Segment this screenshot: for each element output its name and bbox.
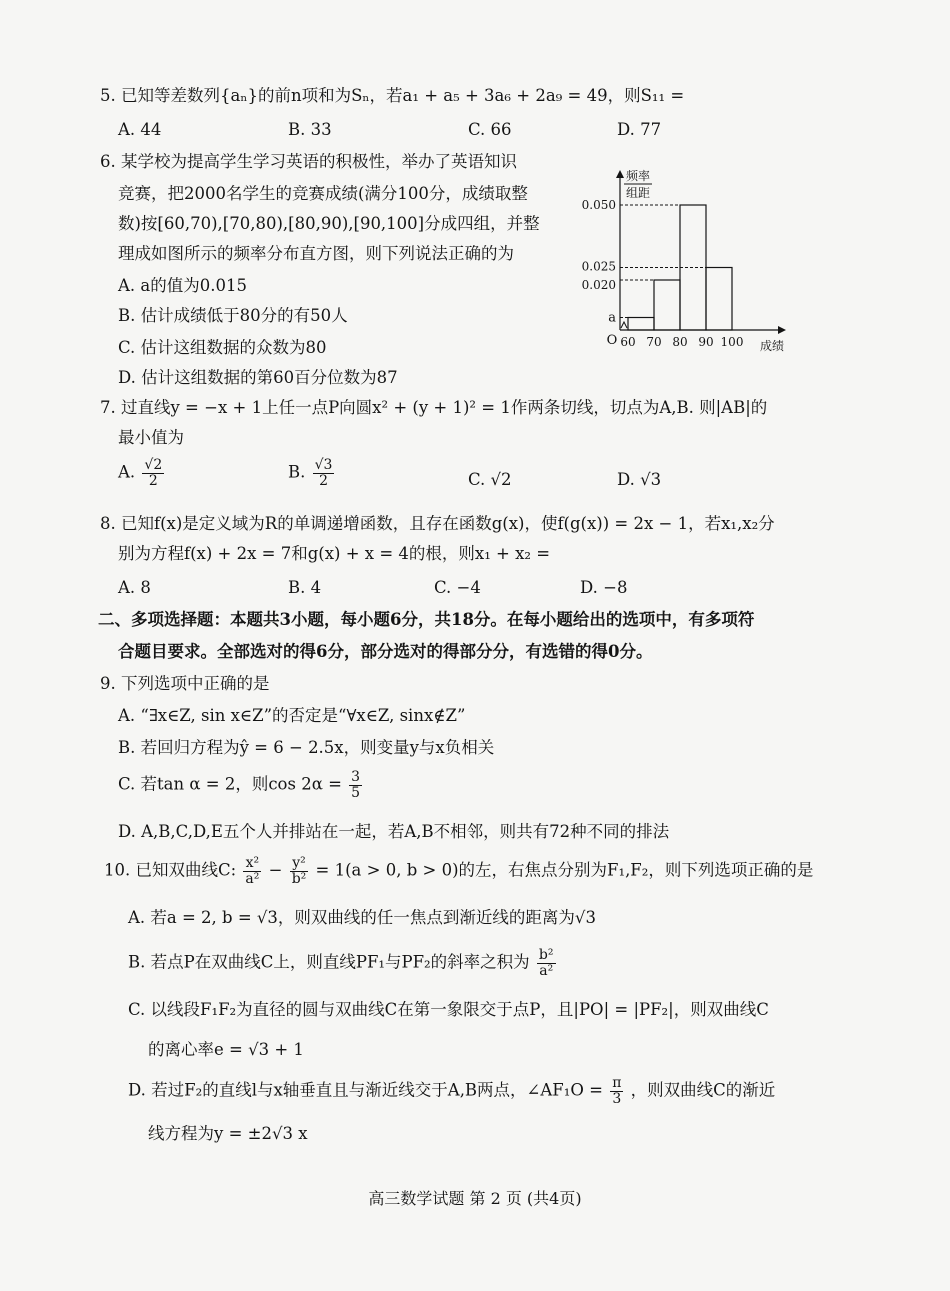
y-tick-label: 0.050 bbox=[581, 198, 616, 212]
q9-option-a: A. “∃x∈Z, sin x∈Z”的否定是“∀x∈Z, sinx∉Z” bbox=[118, 706, 466, 725]
x-axis-arrow bbox=[778, 326, 786, 334]
q10-stem-num-2: y² bbox=[290, 856, 309, 872]
q10-stem bbox=[104, 856, 813, 886]
q10-option-d-fraction bbox=[610, 1076, 623, 1106]
q10-option-b-text: B. 若点P在双曲线C上，则直线PF₁与PF₂的斜率之积为 bbox=[128, 952, 530, 972]
q7-stem-line-1: 7. 过直线y = −x + 1上任一点P向圆x² + (y + 1)² = 1作两条切线，切点为A,B. 则|AB|的 bbox=[100, 398, 768, 417]
q10-option-d-line-2: 线方程为y = ±2√3 x bbox=[148, 1124, 308, 1143]
q6-option-c: C. 估计这组数据的众数为80 bbox=[118, 338, 327, 357]
q10-option-d-suffix: ，则双曲线C的渐近 bbox=[630, 1080, 776, 1100]
frequency-histogram bbox=[560, 158, 800, 363]
q6-option-a: A. a的值为0.015 bbox=[118, 276, 247, 295]
q6-option-d: D. 估计这组数据的第60百分位数为87 bbox=[118, 368, 398, 387]
q7-option-b-fraction bbox=[313, 458, 335, 488]
y-axis-label-top: 频率 bbox=[625, 169, 651, 183]
q7-option-d: D. √3 bbox=[617, 470, 662, 489]
q5-option-b: B. 33 bbox=[288, 120, 332, 139]
origin-label: O bbox=[606, 333, 618, 348]
y-tick-label: 0.020 bbox=[581, 278, 616, 292]
y-axis-label-bottom: 组距 bbox=[625, 186, 651, 200]
page-footer: 高三数学试题 第 2 页 (共4页) bbox=[368, 1189, 582, 1208]
q10-stem-den-1: a² bbox=[245, 870, 260, 887]
y-tick-label: a bbox=[608, 310, 616, 326]
q9-option-c-den: 5 bbox=[351, 784, 361, 801]
q10-stem-prefix: 10. 已知双曲线C: bbox=[104, 860, 237, 880]
q10-option-a: A. 若a = 2, b = √3，则双曲线的任一焦点到渐近线的距离为√3 bbox=[128, 908, 596, 927]
q7-stem-line-2: 最小值为 bbox=[118, 428, 184, 447]
axis-break-mark bbox=[621, 322, 627, 328]
q9-option-c-num: 3 bbox=[351, 769, 361, 785]
q7-option-a-fraction bbox=[142, 458, 164, 488]
histogram-bar bbox=[706, 268, 732, 331]
q7-option-a-num: √2 bbox=[144, 457, 163, 473]
q9-option-c-text: C. 若tan α = 2，则cos 2α = bbox=[118, 774, 342, 794]
q10-stem-den-2: b² bbox=[291, 870, 307, 887]
x-tick-label: 90 bbox=[698, 335, 714, 349]
q7-option-b-label: B. bbox=[288, 462, 306, 482]
q8-option-a: A. 8 bbox=[118, 578, 151, 597]
y-tick-label: 0.025 bbox=[581, 259, 616, 274]
q8-stem-line-2: 别为方程f(x) + 2x = 7和g(x) + x = 4的根，则x₁ + x₂ = bbox=[118, 544, 551, 563]
q10-option-d-text: D. 若过F₂的直线l与x轴垂直且与渐近线交于A,B两点，∠AF₁O = bbox=[128, 1080, 603, 1100]
q10-option-b-num: b² bbox=[538, 947, 554, 963]
q10-option-d-num: π bbox=[612, 1075, 622, 1091]
q5-stem: 5. 已知等差数列{aₙ}的前n项和为Sₙ，若a₁ + a₅ + 3a₆ + 2a₉ = 49，则S₁₁ = bbox=[100, 86, 685, 105]
q6-option-b: B. 估计成绩低于80分的有50人 bbox=[118, 306, 348, 325]
q7-option-a-label: A. bbox=[118, 462, 136, 482]
q10-option-b-fraction bbox=[537, 948, 556, 978]
q7-option-a-den: 2 bbox=[148, 472, 158, 489]
q7-option-b-den: 2 bbox=[319, 472, 328, 489]
q10-option-b-den: a² bbox=[539, 962, 554, 979]
q6-stem-line-3: 数)按[60,70),[70,80),[80,90),[90,100]分成四组，并整 bbox=[118, 214, 540, 233]
q5-option-d: D. 77 bbox=[617, 120, 662, 139]
histogram-bar bbox=[628, 318, 654, 331]
q10-option-d-den: 3 bbox=[612, 1090, 622, 1107]
q10-option-d bbox=[128, 1076, 775, 1106]
q9-option-b: B. 若回归方程为ŷ = 6 − 2.5x，则变量y与x负相关 bbox=[118, 738, 495, 757]
q9-stem: 9. 下列选项中正确的是 bbox=[100, 674, 270, 693]
q6-stem-line-1: 6. 某学校为提高学生学习英语的积极性，举办了英语知识 bbox=[100, 152, 517, 171]
q7-option-b bbox=[288, 458, 336, 488]
q9-option-c bbox=[118, 770, 364, 800]
q6-stem-line-4: 理成如图所示的频率分布直方图，则下列说法正确的为 bbox=[118, 244, 514, 263]
q10-stem-num-1: x² bbox=[243, 856, 261, 872]
x-tick-label: 100 bbox=[720, 335, 744, 349]
q10-option-c-line-1: C. 以线段F₁F₂为直径的圆与双曲线C在第一象限交于点P，且|PO| = |PF₂|，则双曲线C bbox=[128, 1000, 769, 1019]
q10-option-b bbox=[128, 948, 558, 978]
q8-stem-line-1: 8. 已知f(x)是定义域为R的单调递增函数，且存在函数g(x)，使f(g(x)) = 2x − 1，若x₁,x₂分 bbox=[100, 514, 775, 533]
q5-option-a: A. 44 bbox=[118, 120, 162, 139]
q10-stem-minus: − bbox=[268, 860, 283, 880]
y-axis-arrow bbox=[616, 170, 624, 178]
section-2-heading-line-1: 二、多项选择题：本题共3小题，每小题6分，共18分。在每小题给出的选项中，有多项符 bbox=[98, 610, 755, 629]
q9-option-d: D. A,B,C,D,E五个人并排站在一起，若A,B不相邻，则共有72种不同的排法 bbox=[118, 822, 670, 841]
q10-stem-fraction-2 bbox=[290, 856, 309, 886]
q7-option-c: C. √2 bbox=[468, 470, 512, 489]
q10-option-c-line-2: 的离心率e = √3 + 1 bbox=[148, 1040, 304, 1059]
x-axis-label: 成绩 bbox=[759, 339, 785, 353]
x-tick-label: 80 bbox=[672, 335, 688, 349]
x-tick-label: 60 bbox=[620, 335, 636, 349]
q10-stem-fraction-1 bbox=[243, 856, 261, 886]
x-tick-label: 70 bbox=[646, 335, 662, 349]
q8-option-c: C. −4 bbox=[434, 578, 481, 597]
q7-option-a bbox=[118, 458, 166, 488]
q5-option-c: C. 66 bbox=[468, 120, 512, 139]
q8-option-d: D. −8 bbox=[580, 578, 628, 597]
histogram-bar bbox=[654, 280, 680, 330]
q6-stem-line-2: 竞赛，把2000名学生的竞赛成绩(满分100分，成绩取整 bbox=[118, 184, 528, 203]
q8-option-b: B. 4 bbox=[288, 578, 322, 597]
q7-option-b-num: √3 bbox=[314, 457, 333, 473]
q10-stem-suffix: = 1(a > 0, b > 0)的左，右焦点分别为F₁,F₂，则下列选项正确的是 bbox=[315, 860, 814, 880]
section-2-heading-line-2: 合题目要求。全部选对的得6分，部分选对的得部分分，有选错的得0分。 bbox=[118, 642, 653, 661]
q9-option-c-fraction bbox=[349, 770, 362, 800]
